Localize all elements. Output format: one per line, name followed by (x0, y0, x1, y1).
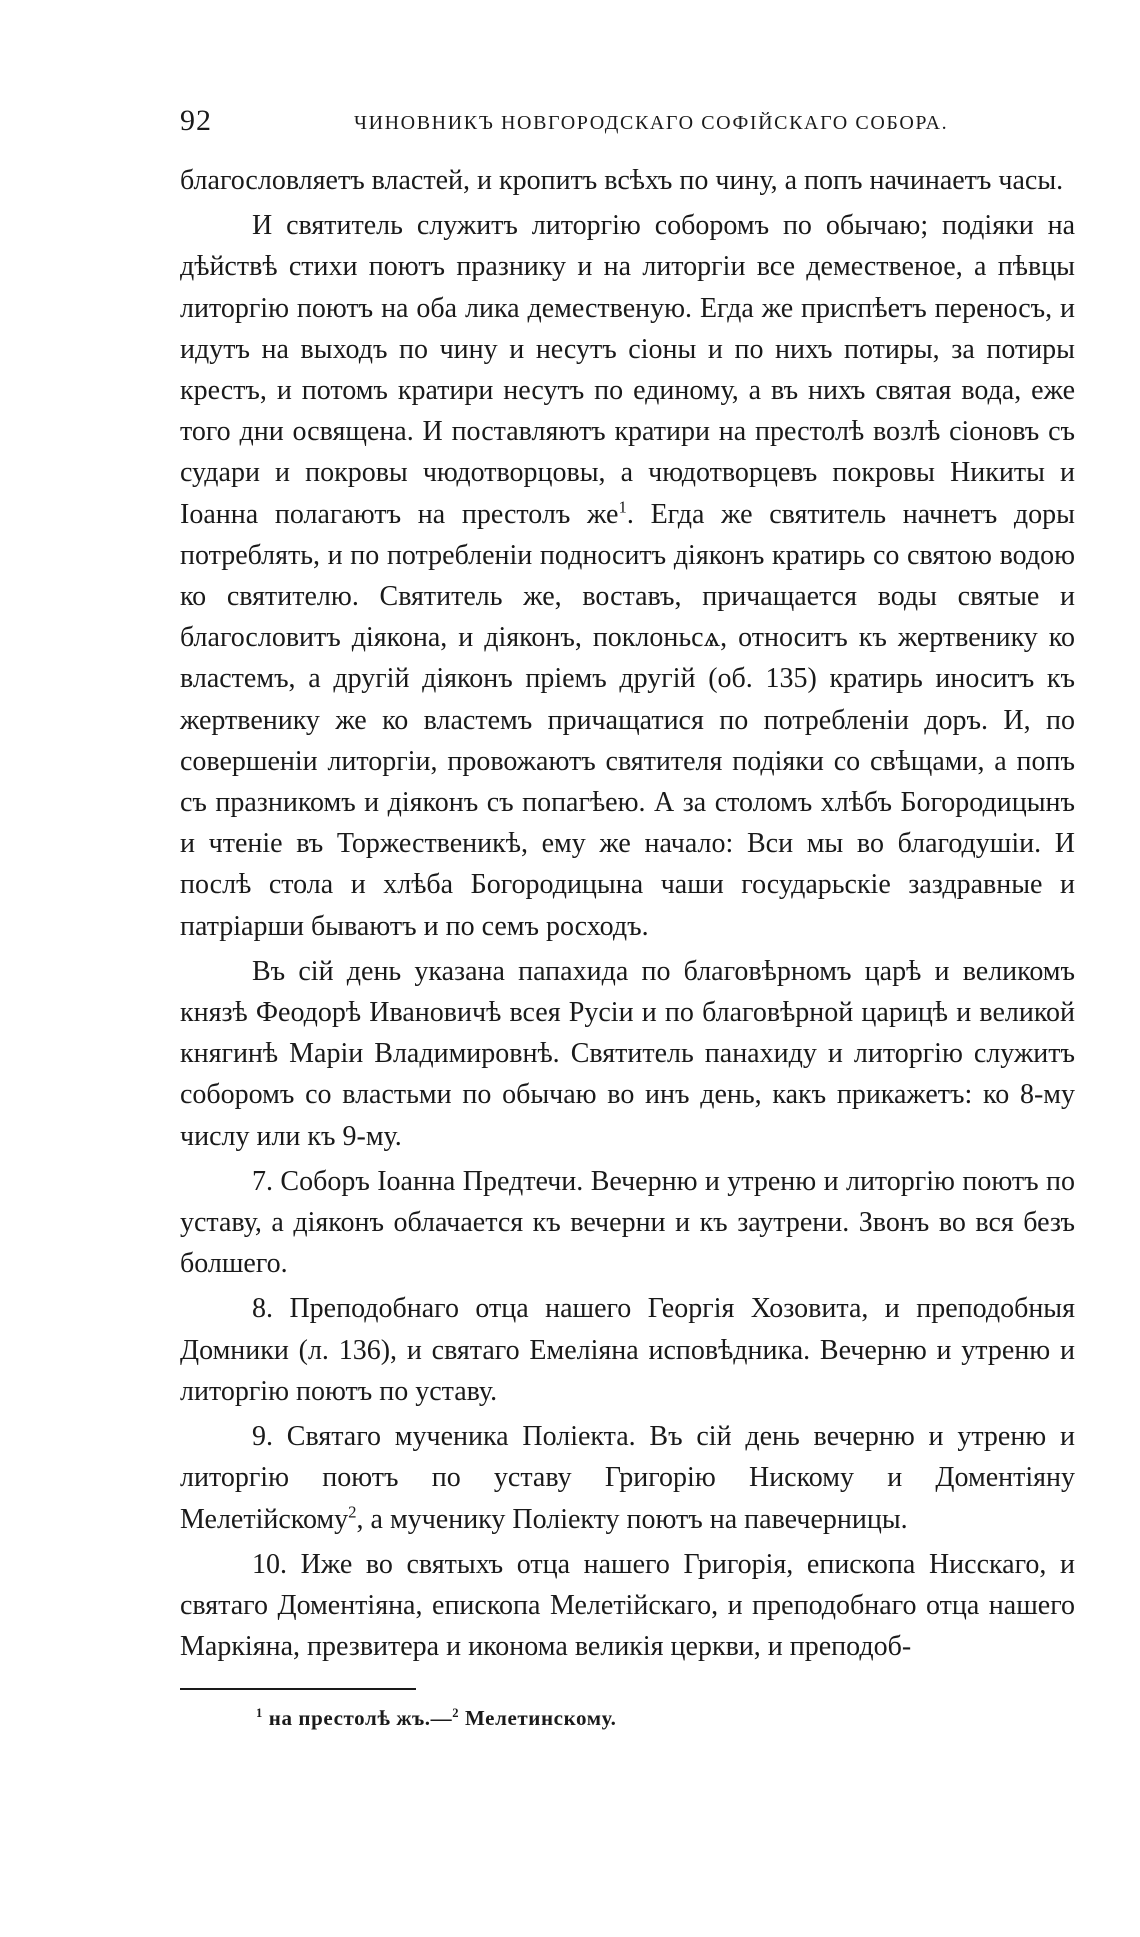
paragraph-text: 7. Соборъ Іоанна Предтечи. Вечерню и утреню и литоргію поютъ по уставу, а діяконъ облачается къ вечерни и къ заутрени. Звонъ во вся безъ болшего. (180, 1165, 1075, 1280)
paragraph-text: . Егда же святитель начнетъ доры потреблять, и по потребленіи подноситъ діяконъ кратирь со святою водою ко святителю. Святитель же, воставъ, причащается воды святые и благословитъ діякона, и діяконъ, поклоньсѧ, относитъ къ жертвенику ко властемъ, а другій діяконъ пріемъ другій (об. 135) кратирь иноситъ къ жертвенику же ко властемъ причащатися по потребленіи доръ. И, по совершеніи литоргіи, провожаютъ святителя подіяки со свѣщами, а попъ съ празникомъ и діяконъ съ попагѣею. А за столомъ хлѣбъ Богородицынъ и чтеніе въ Торжественикѣ, ему же начало: Вси мы во благодушіи. И послѣ стола и хлѣба Богородицына чаши государьскіе заздравные и патріарши бываютъ и по семъ росходъ. (180, 498, 1075, 942)
footnote-text: на престолѣ жъ.— (268, 1706, 453, 1730)
footnote-divider (180, 1688, 416, 1690)
paragraph-7 (180, 1544, 1075, 1668)
paragraph-1 (180, 160, 1075, 201)
paragraph-text: благословляетъ властей, и кропитъ всѣхъ по чину, а попъ начинаетъ часы. (180, 165, 1064, 196)
paragraph-2 (180, 205, 1075, 947)
paragraph-4 (180, 1161, 1075, 1285)
paragraph-text: , а мученику Поліекту поютъ на павечерницы. (356, 1503, 908, 1535)
paragraph-text: И святитель служитъ литоргію соборомъ по обычаю; подіяки на дѣйствѣ стихи поютъ празнику и на литоргіи все демественое, а пѣвцы литоргію поютъ на оба лика демественую. Егда же приспѣетъ переносъ, и идутъ на выходъ по чину и несутъ сіоны и по нихъ потиры, за потиры крестъ, и потомъ кратири несутъ по единому, а въ нихъ святая вода, еже того дни освящена. И поставляютъ кратири на престолѣ возлѣ сіоновъ съ судари и покровы чюдотворцовы, а чюдотворцевъ покровы Никиты и Іоанна полагаютъ на престолъ же (180, 210, 1075, 530)
page-header (180, 104, 1075, 144)
paragraph-3 (180, 951, 1075, 1157)
paragraph-text: 9. Святаго мученика Поліекта. Въ сій день вечерню и утреню и литоргію поютъ по уставу Григорію Нискому и Доментіяну Мелетійскому (180, 1421, 1075, 1535)
footnote-mark: 2 (452, 1706, 460, 1720)
footnote-reference: 1 (618, 497, 627, 517)
footnotes (256, 1706, 616, 1731)
footnote-text: Мелетинскому. (465, 1706, 617, 1730)
page-number: 92 (180, 104, 212, 137)
running-title: ЧИНОВНИКЪ НОВГОРОДСКАГО СОФІЙСКАГО СОБОРА. (354, 112, 949, 134)
footnote-reference: 2 (348, 1502, 357, 1522)
body-text (180, 160, 1075, 1671)
paragraph-text: Въ сій день указана папахида по благовѣрномъ царѣ и великомъ князѣ Феодорѣ Ивановичѣ всея Русіи и по благовѣрной царицѣ и великой княгинѣ Маріи Владимировнѣ. Святитель панахиду и литоргію служитъ соборомъ со властьми по обычаю во инъ день, какъ прикажетъ: ко 8-му числу или къ 9-му. (180, 955, 1075, 1152)
paragraph-6 (180, 1416, 1075, 1540)
paragraph-text: 8. Преподобнаго отца нашего Георгія Хозовита, и преподобныя Домники (л. 136), и святаго Емеліяна исповѣдника. Вечерню и утреню и литоргію поютъ по уставу. (180, 1293, 1075, 1407)
paragraph-5 (180, 1288, 1075, 1412)
paragraph-text: 10. Иже во святыхъ отца нашего Григорія, епископа Нисскаго, и святаго Доментіяна, епископа Мелетійскаго, и преподобнаго отца нашего Маркіяна, презвитера и икономa великія церкви, и преподоб- (180, 1548, 1075, 1663)
footnote-mark: 1 (256, 1706, 263, 1720)
